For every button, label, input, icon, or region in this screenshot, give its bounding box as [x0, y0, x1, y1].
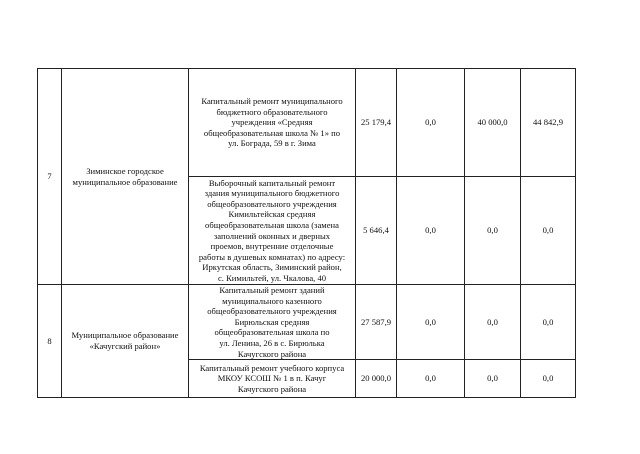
value-cell: 25 179,4	[356, 69, 397, 177]
value-cell: 0,0	[397, 177, 465, 285]
municipality-cell: Зиминское городское муниципальное образование	[62, 69, 189, 285]
value-cell: 0,0	[465, 360, 521, 398]
value-cell: 20 000,0	[356, 360, 397, 398]
value-cell: 0,0	[397, 69, 465, 177]
project-description: Капитальный ремонт учебного корпуса МКОУ КСОШ № 1 в п. Качуг Качугского района	[189, 360, 356, 398]
funding-table	[37, 68, 576, 398]
value-cell: 27 587,9	[356, 285, 397, 360]
row-number: 8	[38, 285, 62, 398]
table-row	[38, 69, 576, 177]
value-cell: 0,0	[521, 177, 576, 285]
value-cell: 44 842,9	[521, 69, 576, 177]
value-cell: 0,0	[465, 177, 521, 285]
table-row	[38, 285, 576, 360]
project-description: Капитальный ремонт муниципального бюджетного образовательного учреждения «Средняя общеобразовательная школа № 1» по ул. Бограда, 59 в г. Зима	[189, 69, 356, 177]
value-cell: 0,0	[397, 360, 465, 398]
value-cell: 0,0	[521, 285, 576, 360]
value-cell: 5 646,4	[356, 177, 397, 285]
value-cell: 0,0	[465, 285, 521, 360]
row-number: 7	[38, 69, 62, 285]
value-cell: 0,0	[397, 285, 465, 360]
project-description: Капитальный ремонт зданий муниципального казенного общеобразовательного учреждения Бирюльская средняя общеобразовательная школа по ул. Ленина, 26 в с. Бирюлька Качугского района	[189, 285, 356, 360]
value-cell: 40 000,0	[465, 69, 521, 177]
project-description: Выборочный капитальный ремонт здания муниципального бюджетного общеобразовательного учреждения Кимильтейская средняя общеобразовательная школа (замена заполнений оконных и дверных проемов, внутренние отделочные работы в душевых комнатах) по адресу: Иркутская область, Зиминский район, с. Кимильтей, ул. Чкалова, 40	[189, 177, 356, 285]
value-cell: 0,0	[521, 360, 576, 398]
municipality-cell: Муниципальное образование «Качугский район»	[62, 285, 189, 398]
